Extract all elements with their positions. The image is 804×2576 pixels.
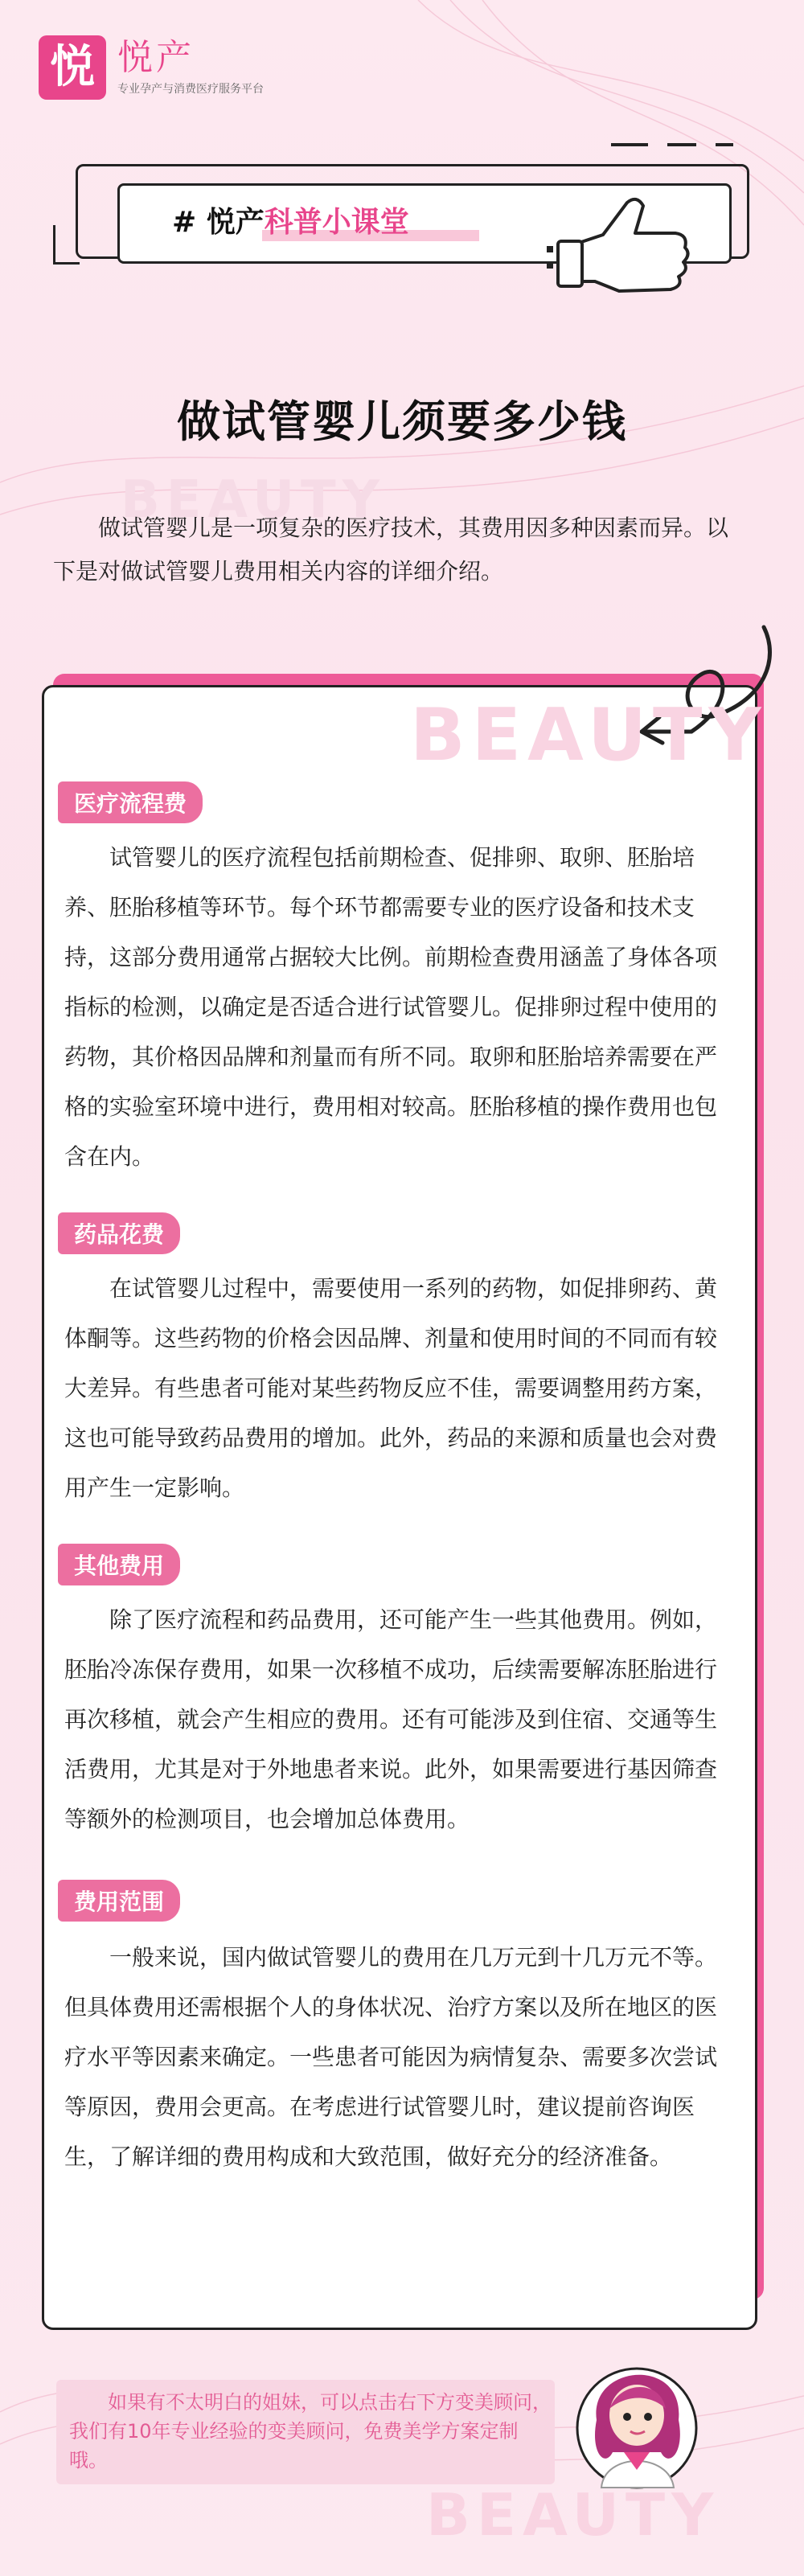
section-tag-other-costs: 其他费用 xyxy=(58,1544,180,1585)
watermark-card: BEAUTY xyxy=(410,693,768,777)
section-text-medical-process: 试管婴儿的医疗流程包括前期检查、促排卵、取卵、胚胎培养、胚胎移植等环节。每个环节都需要专业的医疗设备和技术支持，这部分费用通常占据较大比例。前期检查费用涵盖了身体各项指标的检测，以确定是否适合进行试管婴儿。促排卵过程中使用的药物，其价格因品牌和剂量而有所不同。取卵和胚胎培养需要在严格的实验室环境中进行，费用相对较高。胚胎移植的操作费用也包含在内。 xyxy=(64,844,718,1170)
brand-name: 悦产 xyxy=(117,37,195,78)
section-tag-medical-process: 医疗流程费 xyxy=(58,781,203,823)
section-text-other-costs: 除了医疗流程和药品费用，还可能产生一些其他费用。例如，胚胎冷冻保存费用，如果一次移植不成功，后续需要解冻胚胎进行再次移植，就会产生相应的费用。还有可能涉及到住宿、交通等生活费用，尤其是对于外地患者来说。此外，如果需要进行基因筛查等额外的检测项目，也会增加总体费用。 xyxy=(64,1606,718,1832)
brand-tagline: 专业孕产与消费医疗服务平台 xyxy=(117,83,264,96)
banner-title xyxy=(172,199,409,240)
section-text-medication: 在试管婴儿过程中，需要使用一系列的药物，如促排卵药、黄体酮等。这些药物的价格会因品牌、剂量和使用时间的不同而有较大差异。有些患者可能对某些药物反应不佳，需要调整用药方案，这也可能导致药品费用的增加。此外，药品的来源和质量也会对费用产生一定影响。 xyxy=(64,1275,718,1501)
logo: 悦 xyxy=(39,35,106,100)
banner-prefix: # 悦产 xyxy=(172,206,265,239)
section-text-cost-range: 一般来说，国内做试管婴儿的费用在几万元到十几万元不等。但具体费用还需根据个人的身体状况、治疗方案以及所在地区的医疗水平等因素来确定。一些患者可能因为病情复杂、需要多次尝试等原因，费用会更高。在考虑进行试管婴儿时，建议提前咨询医生，了解详细的费用构成和大致范围，做好充分的经济准备。 xyxy=(64,1944,718,2170)
banner-corner xyxy=(53,225,80,265)
watermark-bottom: BEAUTY xyxy=(426,2481,720,2549)
thumbs-up-icon xyxy=(547,187,699,307)
page-title: 做试管婴儿须要多少钱 xyxy=(177,396,627,447)
watermark-top: BEAUTY xyxy=(121,470,387,530)
banner-highlight: 科普小课堂 xyxy=(264,206,409,239)
decor-dashes xyxy=(611,143,748,146)
consultant-avatar[interactable] xyxy=(572,2332,701,2492)
consultant-note: 如果有不太明白的姐妹，可以点击右下方变美顾问，我们有10年专业经验的变美顾问，免费美学方案定制哦。 xyxy=(69,2391,552,2471)
intro-paragraph: 做试管婴儿是一项复杂的医疗技术，其费用因多种因素而异。以下是对做试管婴儿费用相关内容的详细介绍。 xyxy=(53,515,729,585)
section-tag-medication: 药品花费 xyxy=(58,1212,180,1254)
section-tag-cost-range: 费用范围 xyxy=(58,1880,180,1922)
